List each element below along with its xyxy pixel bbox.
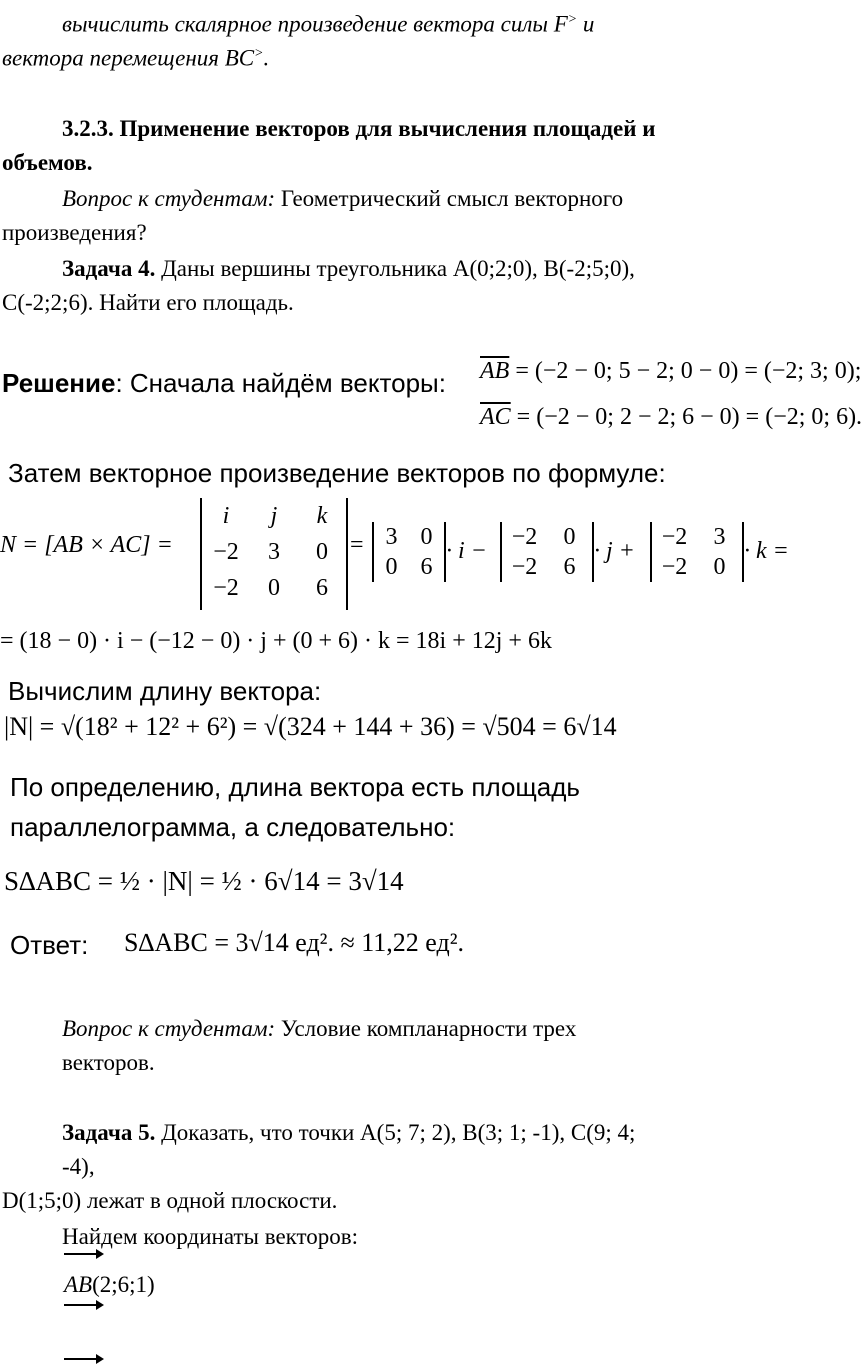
task-4-line-2: С(-2;2;6). Найти его площадь. — [2, 290, 294, 315]
section-heading-line-2: объемов. — [2, 150, 93, 175]
det-cell: 6 — [316, 575, 328, 601]
minor-cell: −2 — [661, 554, 688, 580]
question-2-line-2: векторов. — [62, 1050, 155, 1075]
det-cell: 0 — [316, 539, 328, 565]
question-1-line-1: Вопрос к студентам: Геометрический смысл векторного — [62, 186, 624, 211]
question-2-line-1: Вопрос к студентам: Условие компланарности трех — [62, 1016, 577, 1041]
cross-formula-lhs: N = [AB × AC] = — [0, 532, 173, 558]
minor-cell: −2 — [511, 554, 538, 580]
length-formula: |N| = √(18² + 12² + 6²) = √(324 + 144 + 36) = √504 = 6√14 — [4, 712, 617, 741]
det-cell: −2 — [213, 539, 239, 565]
area-formula: S∆ABC = ½ · |N| = ½ · 6√14 = 3√14 — [4, 866, 404, 896]
intro-line-2: вектора перемещения BC>. — [2, 45, 270, 71]
minor-1 — [372, 522, 446, 582]
vector-ab-coords: AB(2;6;1) — [64, 1272, 155, 1297]
definition-line-1: По определению, длина вектора есть площадь — [10, 772, 580, 802]
task-5-line-1: Задача 5. Доказать, что точки А(5; 7; 2), В(3; 1; -1), С(9; 4; — [62, 1120, 636, 1145]
question-1-line-2: произведения? — [2, 220, 147, 245]
section-heading-line-1: 3.2.3. Применение векторов для вычисления площадей и — [62, 116, 656, 141]
minor-cell: 6 — [420, 554, 433, 580]
minor-3 — [650, 522, 744, 582]
det-cell: k — [316, 503, 328, 529]
vector-arrow-icon — [64, 1358, 102, 1360]
answer-label: Ответ: — [10, 930, 89, 960]
length-text: Вычислим длину вектора: — [8, 676, 322, 706]
cross-product-result: = (18 − 0) · i − (−12 − 0) · j + (0 + 6) · k = 18i + 12j + 6k — [0, 628, 552, 654]
solution-intro: Решение: Сначала найдём векторы: — [2, 368, 446, 398]
vector-arrow-icon — [64, 1253, 102, 1255]
minor-cell: 3 — [385, 524, 398, 550]
minor-cell: −2 — [661, 524, 688, 550]
determinant-3x3 — [200, 498, 348, 610]
vector-ab-equation: $\overline{AB} = (-2 - 0$; 5 − 2; 0 − 0) = (−2; 3; 0); — [480, 358, 862, 384]
answer-formula: S∆ABC = 3√14 ед². ≈ 11,22 ед². — [124, 928, 465, 957]
cross-product-text: Затем векторное произведение векторов по формуле: — [8, 458, 666, 488]
det-cell: j — [270, 503, 278, 529]
i-term: · i − — [446, 538, 487, 564]
minor-cell: 0 — [563, 524, 576, 550]
task-5-line-3: D(1;5;0) лежат в одной плоскости. — [2, 1188, 338, 1213]
task-5-line-4: Найдем координаты векторов: — [62, 1224, 359, 1249]
j-term: · j + — [594, 538, 635, 564]
minor-cell: 0 — [420, 524, 433, 550]
definition-line-2: параллелограмма, а следовательно: — [10, 812, 456, 842]
det-cell: −2 — [213, 575, 239, 601]
minor-cell: 0 — [385, 554, 398, 580]
det-cell: 0 — [268, 575, 280, 601]
task-4-line-1: Задача 4. Даны вершины треугольника А(0;2;0), В(-2;5;0), — [62, 256, 635, 281]
minor-cell: 3 — [713, 524, 726, 550]
det-cell: 3 — [268, 539, 280, 565]
minor-cell: −2 — [511, 524, 538, 550]
vector-ac-equation: $\overline{AC} = (-2 - 0$; 2 − 2; 6 − 0) = (−2; 0; 6). — [480, 404, 862, 430]
k-term: · k = — [744, 538, 789, 564]
vector-arrow-icon — [64, 1304, 102, 1306]
minor-cell: 0 — [713, 554, 726, 580]
intro-line-1: вычислить скалярное произведение вектора силы F> и — [62, 11, 595, 37]
minor-cell: 6 — [563, 554, 576, 580]
task-5-line-2: -4), — [62, 1154, 95, 1179]
equals-sign: = — [350, 532, 364, 558]
minor-2 — [500, 522, 594, 582]
det-cell: i — [222, 503, 230, 529]
